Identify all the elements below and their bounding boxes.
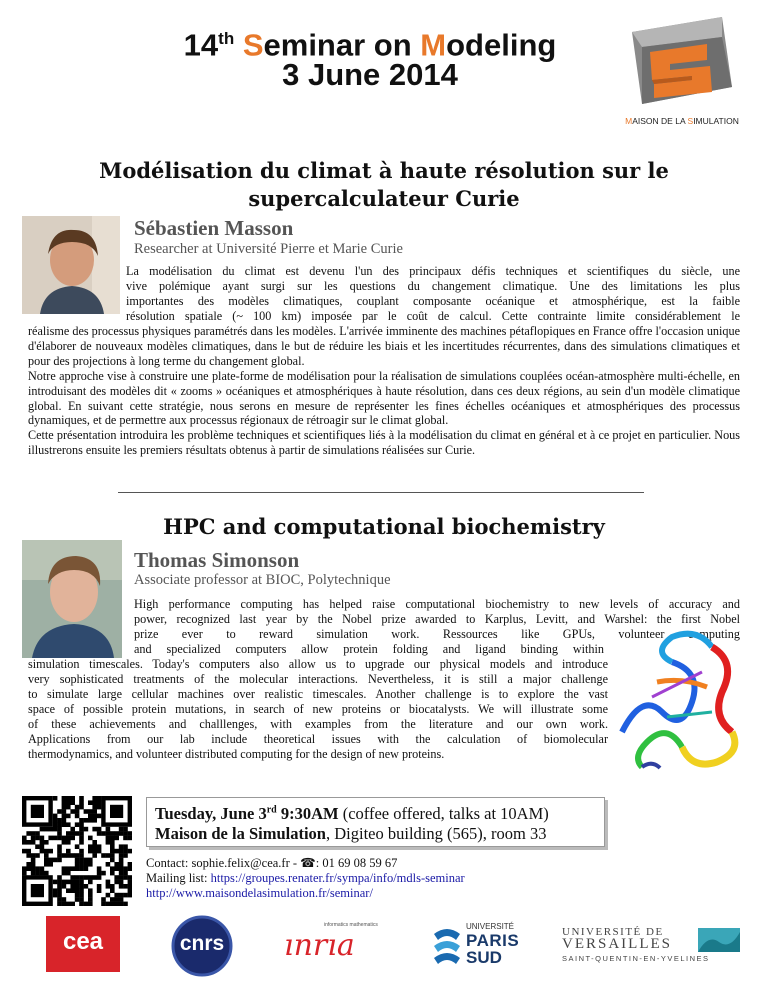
contact-block	[146, 856, 616, 901]
caption-part2: IMULATION	[693, 116, 739, 126]
maison-simulation-logo-mark	[612, 12, 752, 112]
event-venue-name: Maison de la Simulation	[155, 824, 326, 843]
inria-logo-text: ınrıa	[284, 928, 355, 963]
event-day: Tuesday, June 3	[155, 804, 267, 823]
talk1-speaker-affiliation: Researcher at Université Pierre et Marie Curie	[134, 241, 403, 257]
website-link[interactable]: http://www.maisondelasimulation.fr/seminar/	[146, 886, 373, 900]
abstract-paragraph: réalisme des processus physiques paramétrés dans les modèles. L'arrivée imminente des machines pétaflopiques en France offre l'occasion unique d'élaborer de nouveaux modèles climatiques, dans le but de réduire les biais et les incertitudes récurrentes, dans des simulations climatiques et pour des projections à long terme du changement global.	[28, 324, 740, 368]
caption-part1: AISON DE LA	[632, 116, 688, 126]
abstract-line: power, recognized last year by the Nobel prize awarded to Karplus, Levitt, and Warshel: the first Nobel	[134, 612, 740, 626]
paris-sud-emblem-icon	[430, 924, 464, 964]
abstract-line: thermodynamics, and volunteer distributed computing for the design of new proteins.	[28, 747, 445, 761]
caption-m: M	[625, 116, 633, 126]
abstract-paragraph: Cette présentation introduira les problème techniques et scientifiques liés à la modélisation du climat en général et à ce projet en particulier. Nous illustrerons ensuite les premiers résultats obtenus à partir de simulations réalisées sur Curie.	[28, 428, 740, 458]
cnrs-logo-text: cnrs	[179, 932, 225, 955]
talk2-speaker-name: Thomas Simonson	[134, 548, 300, 572]
event-time-note: (coffee offered, talks at 10AM)	[338, 804, 549, 823]
talk1-abstract-body	[28, 324, 740, 458]
mailing-line	[146, 871, 616, 886]
talk2-title: HPC and computational biochemistry	[163, 514, 605, 539]
event-datetime	[155, 804, 549, 824]
abstract-line: very sophisticated treatments of the molecular interactions. Nevertheless, it is still a major challenge	[28, 672, 608, 686]
talk2-speaker-affiliation: Associate professor at BIOC, Polytechnique	[134, 572, 391, 588]
contact-email[interactable]: Contact: sophie.felix@cea.fr -	[146, 856, 301, 870]
talk1-speaker-photo	[22, 216, 120, 314]
abstract-line: of these achievements and challlenges, with examples from the literature and our own work.	[28, 717, 608, 731]
abstract-line: prize ever to reward simulation work. Ressources like GPUs, volunteer computing	[134, 627, 740, 641]
abstract-paragraph: Notre approche vise à construire une plate-forme de modélisation pour la réalisation de simulations couplées océan-atmosphère multi-échelle, en introduisant des modèles dit « zooms » océaniques et atmosphériques à haute résolution, dans ces deux régions, au sein d'un modèle climatique global. En suivant cette stratégie, nous serons en mesure de représenter les fines échelles océaniques et atmosphériques des processus dynamiques, et de permettre aux processus régionaux de rétroagir sur le climat global.	[28, 368, 740, 428]
uvsq-line1: UNIVERSITÉ DE	[562, 926, 664, 938]
cea-logo[interactable]	[46, 916, 120, 972]
event-info-box	[146, 797, 605, 847]
talk1-speaker-name: Sébastien Masson	[134, 216, 294, 240]
event-time: 9:30AM	[276, 804, 339, 823]
maison-simulation-caption	[612, 116, 752, 126]
contact-phone: : 01 69 08 59 67	[315, 856, 398, 870]
abstract-line: simulation timescales. Today's computers also allow us to upgrade our physical models and introduce	[28, 657, 608, 671]
abstract-line: vive polémique ayant surgi sur les questions du changement climatique. Une des limitations les plus	[126, 278, 740, 293]
title-word2: odeling	[446, 27, 557, 63]
seminar-date: 3 June 2014	[282, 57, 458, 92]
abstract-line: and specialized computers allow protein folding and ligand binding within	[134, 642, 604, 656]
abstract-line: La modélisation du climat est devenu l'un des principaux défis techniques et scientifiques du siècle, une	[126, 264, 740, 278]
talk1-title-line2: supercalculateur Curie	[248, 186, 520, 211]
paris-sud-line2: PARIS	[466, 931, 520, 950]
cea-logo-text: cea	[62, 928, 104, 955]
uvsq-line3: SAINT-QUENTIN-EN-YVELINES	[562, 954, 710, 963]
ordinal-suffix: th	[218, 29, 235, 48]
event-day-suffix: rd	[266, 804, 277, 816]
phone-icon: ☎	[300, 856, 316, 870]
ordinal-number: 14	[183, 27, 219, 63]
uvsq-logo[interactable]	[562, 926, 752, 966]
paris-sud-line3: SUD	[466, 948, 502, 967]
caption-s: S	[687, 116, 694, 126]
paris-sud-line1: UNIVERSITÉ	[466, 922, 515, 931]
maison-simulation-logo	[612, 12, 752, 130]
mailing-list-link[interactable]: https://groupes.renater.fr/sympa/info/mdls-seminar	[210, 871, 465, 885]
abstract-line: Applications from our lab include theoretical issues with the calculation of biomolecular	[28, 732, 608, 746]
uvsq-line2: VERSAILLES	[562, 936, 672, 952]
inria-logo[interactable]	[284, 922, 388, 968]
abstract-line: space of possible protein mutations, in search of new proteins or biocatalysts. We will illustrate some	[28, 702, 608, 716]
contact-line	[146, 856, 616, 871]
inria-logo-small: informatics mathematics	[324, 922, 378, 928]
abstract-line: to simulate large cellular machines over realistic timescales. Another challenge is to explore the vast	[28, 687, 608, 701]
abstract-line: résolution spatiale (~ 100 km) imposée par le coût de calcul. Cette contrainte limite considérablement le	[126, 308, 740, 323]
section-divider	[118, 492, 644, 493]
protein-structure-image	[612, 622, 752, 772]
talk1-abstract-indented	[126, 264, 740, 324]
qr-code[interactable]	[22, 796, 132, 906]
abstract-line: High performance computing has helped raise computational biochemistry to new levels of accuracy and	[134, 597, 740, 611]
title-word1: eminar on	[263, 27, 421, 63]
uvsq-emblem-icon	[698, 928, 740, 952]
title-initial-s: S	[242, 27, 264, 63]
cnrs-logo[interactable]	[166, 915, 238, 977]
talk1-title-line1: Modélisation du climat à haute résolution sur le	[99, 158, 669, 183]
mailing-label: Mailing list:	[146, 871, 211, 885]
abstract-line: importantes des modèles climatiques, couplant composante océanique et atmosphérique, est la faible	[126, 293, 740, 308]
event-venue-detail: , Digiteo building (565), room 33	[326, 824, 547, 843]
title-initial-m: M	[420, 27, 447, 63]
event-venue	[155, 824, 546, 844]
paris-sud-logo[interactable]	[430, 920, 532, 968]
